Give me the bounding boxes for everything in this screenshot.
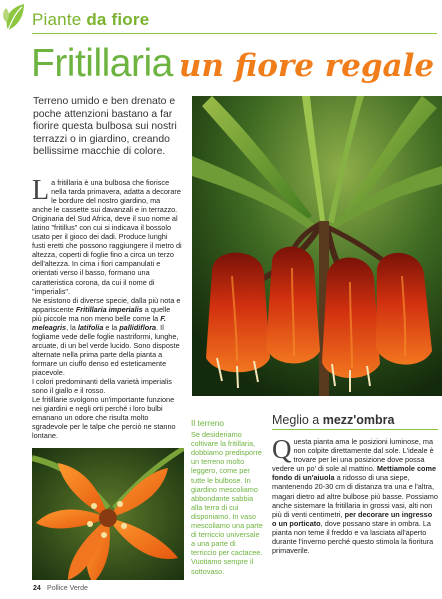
page-number: 24 bbox=[33, 585, 41, 592]
box-title: Meglio a mezz'ombra bbox=[272, 413, 438, 430]
orange-flower-photo bbox=[32, 448, 184, 580]
magazine-name: Pollice Verde bbox=[47, 585, 88, 592]
section-label-light: Piante bbox=[32, 10, 82, 29]
sidebar-title: Il terreno bbox=[191, 418, 225, 428]
article-title bbox=[31, 44, 434, 83]
title-main: Fritillaria bbox=[31, 42, 173, 85]
shade-box bbox=[272, 413, 438, 555]
article-body bbox=[32, 175, 182, 441]
sidebar-text: Se desideriamo coltivare la fritillaria, dobbiamo predisporre un terreno molto leggero, come per tutte le bulbose. In giardino mescoliamo abbondante sabbia alla terra di cui disponiamo. In vaso mescoliamo una parte di terriccio universale a una parte di terriccio per cactacee. Vuotiamo sempre il sottovaso. bbox=[191, 430, 263, 576]
body-dropcap: L bbox=[32, 175, 50, 206]
body-paragraph: I colori predominanti della varietà imperialis sono il giallo e il rosso. bbox=[32, 377, 172, 396]
footer-separator: · bbox=[42, 585, 46, 592]
box-dropcap: Q bbox=[272, 434, 292, 464]
box-text: Questa pianta ama le posizioni luminose, ma non colpite direttamente dal sole. L'ideale è trovare per lei una posizione dove possa vedere un po' di sole al mattino. Mettiamole come fondo di un'aiuola a ridosso di una siepe, mantenendo 20-30 cm di distanza tra una e l'altra, magari dietro ad altre bulbose più basse. Possiamo anche sistemare la fritillaria in grossi vasi, alti non più di venti centimetri, per decorare un ingresso o un porticato, dove possano stare in ombra. La pianta non teme il freddo e va lasciata all'aperto durante l'inverno perché questo stimola la fioritura primaverile. bbox=[272, 434, 438, 556]
page-footer bbox=[33, 585, 88, 592]
fritillaria-photo bbox=[192, 96, 442, 396]
body-paragraph: Le fritillarie svolgono un'importante funzione nei giardini e negli orti perché i loro bulbi emanano un odore che risulta molto sgradevole per le talpe che perciò ne stanno lontane. bbox=[32, 395, 176, 441]
body-paragraph: Ne esistono di diverse specie, dalla più nota e appariscente Fritillaria imperialis a quelle più piccole ma non meno belle come la F. meleagris, la latifolia e la pallidiflora. Il fogliame vede delle foglie nastriformi, lunghe, arcuate, di un bel verde lucido. Sono disposte alternate nella prima parte della pianta a formare un ciuffo denso ed esteticamente piacevole. bbox=[32, 295, 181, 377]
soil-sidebar bbox=[191, 419, 263, 576]
article-deck: Terreno umido e ben drenato e poche attenzioni bastano a far fiorire questa bulbosa sui nostri terrazzi o in giardino, creando bellissime macchie di colore. bbox=[33, 96, 177, 158]
body-paragraph: a fritillaria è una bulbosa che fiorisce nella tarda primavera, adatta a decorare le bordure del nostro giardino, ma anche le cassette sui davanzali e in terrazzo. Originaria del Sud Africa, deve il suo nome al latino "fritillus" con cui si indicava il bossolo usato per il gioco dei dadi. Produce lunghi fusti eretti che possono raggiungere il metro di altezza, coperti di foglie fino a circa un terzo dell'altezza. In cima i fiori campanulati e orientati verso il basso, formano una caratteristica corona, da cui il nome di "imperialis". bbox=[32, 178, 182, 296]
header-rule bbox=[32, 33, 437, 34]
section-label-bold: da fiore bbox=[86, 10, 150, 29]
leaf-icon bbox=[2, 2, 30, 32]
section-label bbox=[32, 10, 149, 30]
title-script: un fiore regale bbox=[178, 48, 435, 84]
page-header bbox=[0, 0, 442, 36]
